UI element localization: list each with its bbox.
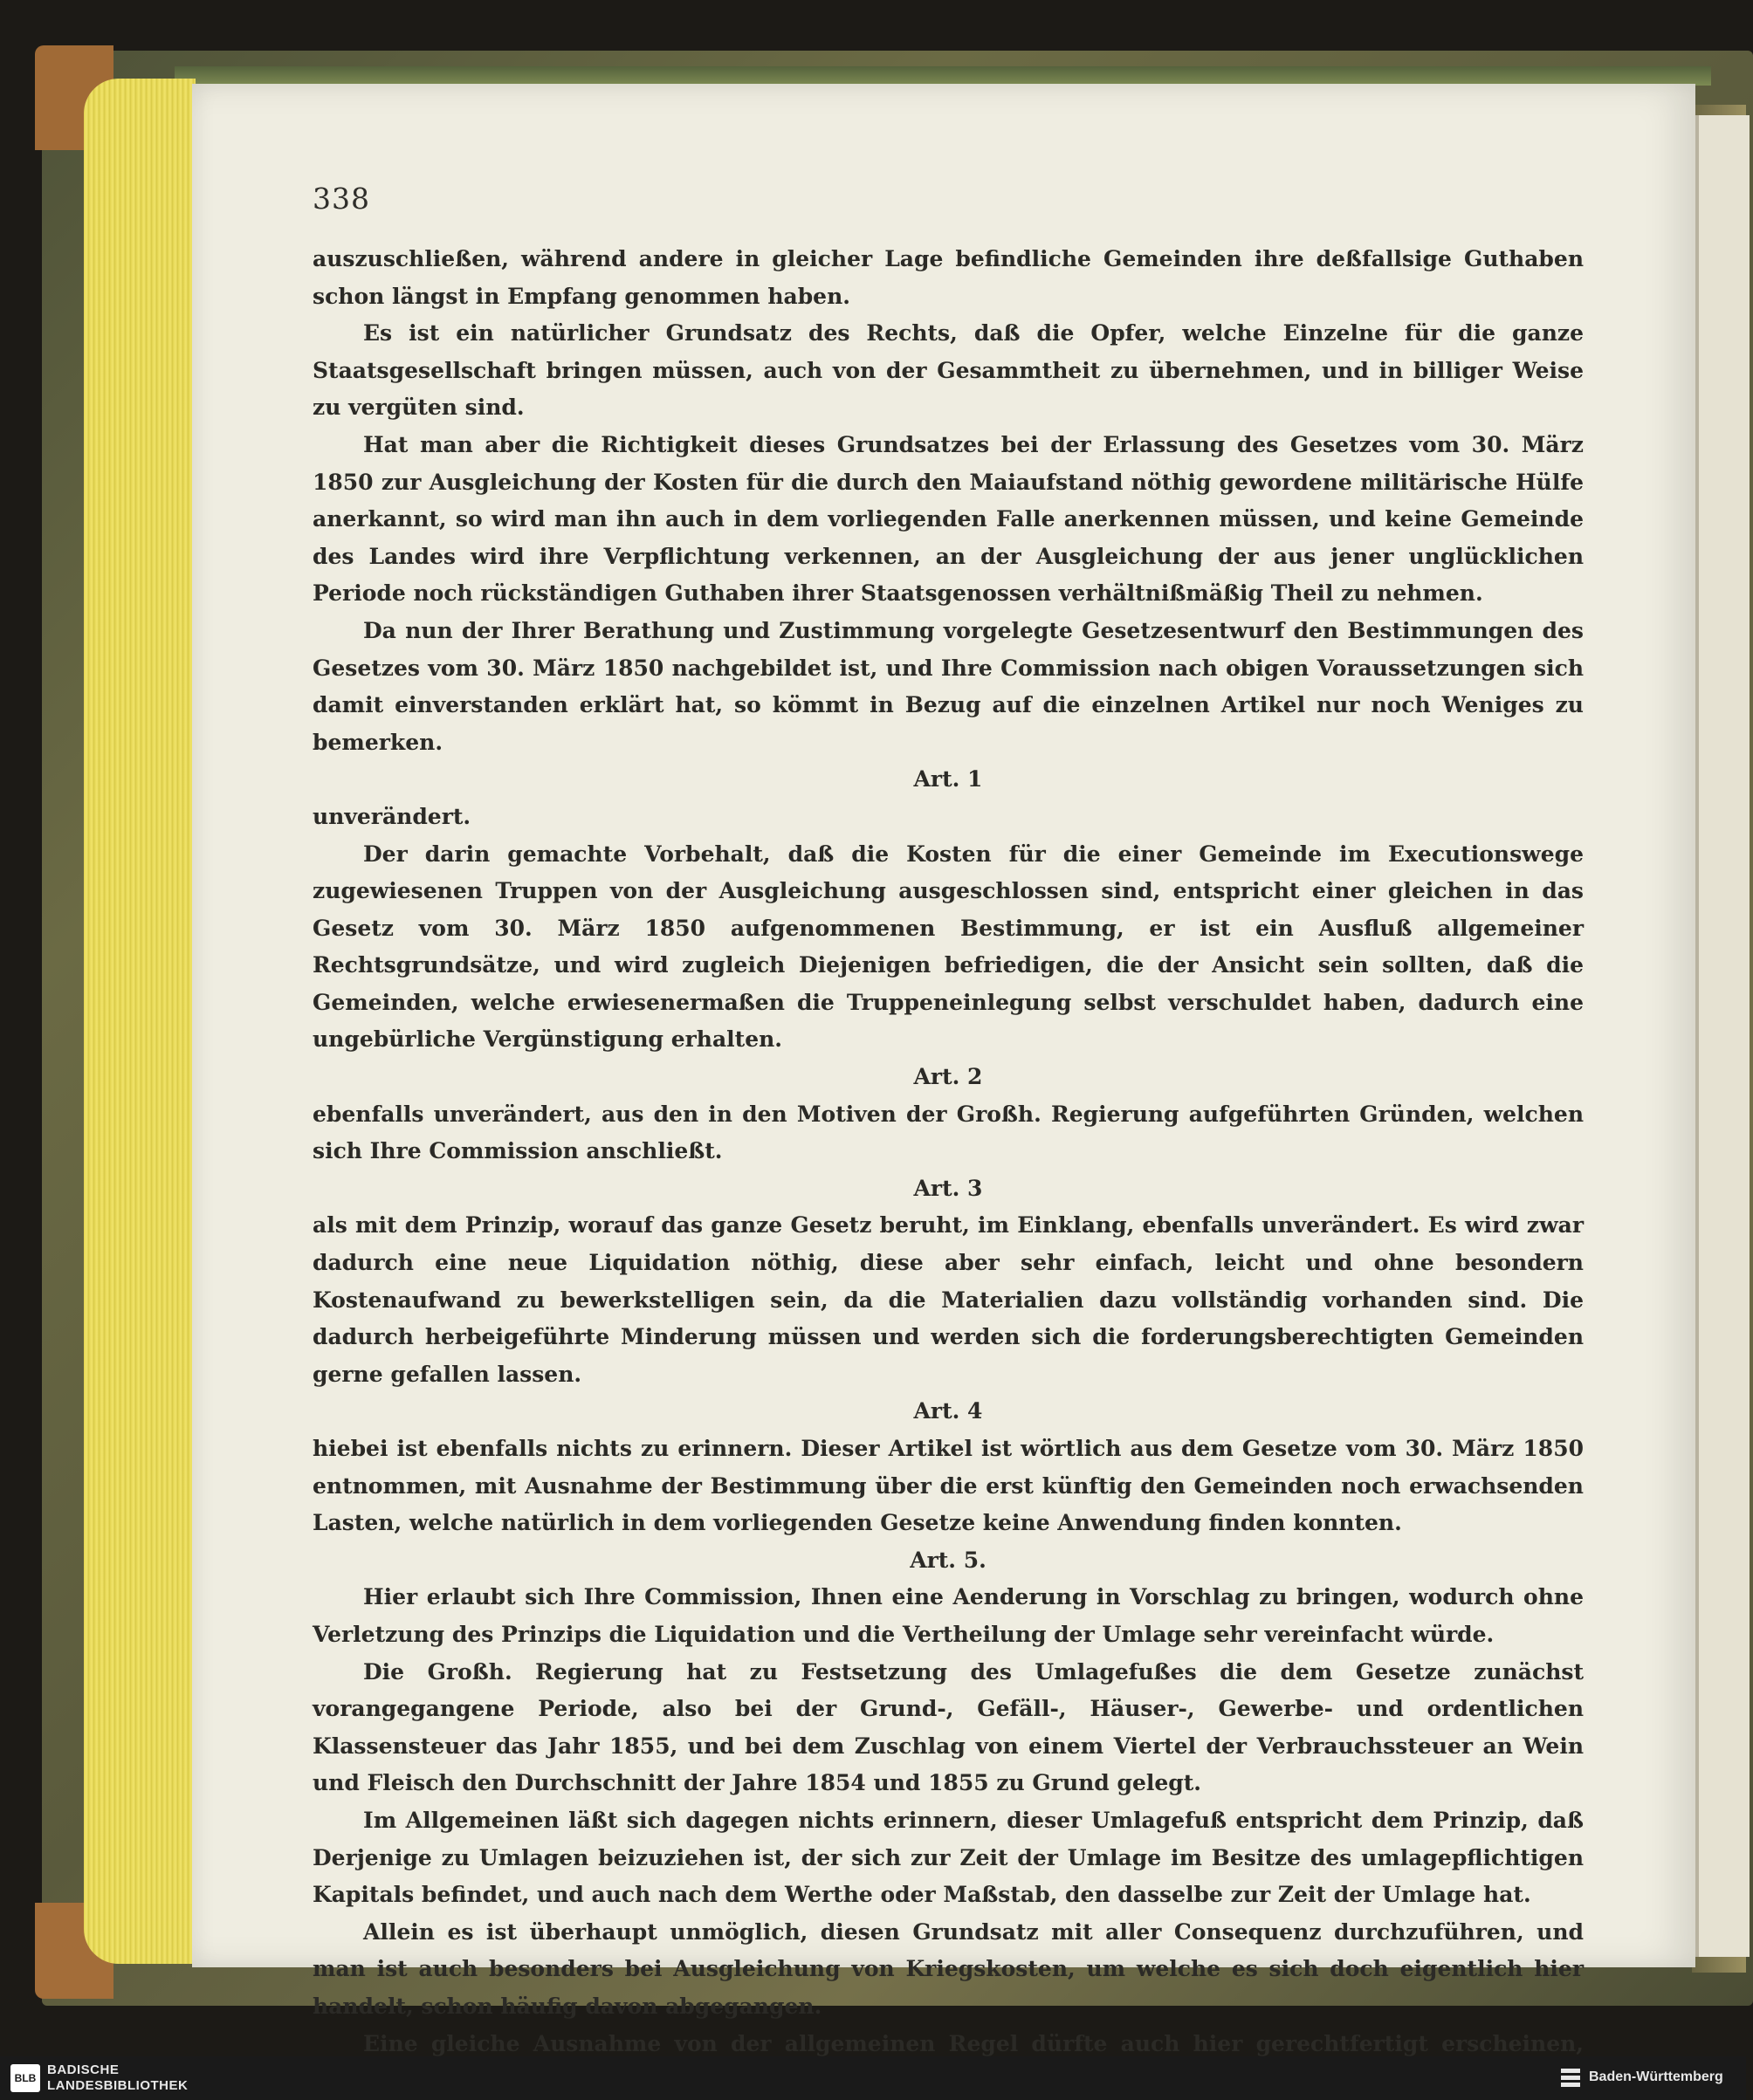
paragraph: Die Großh. Regierung hat zu Festsetzung des Umlagefußes die dem Gesetze zunächst vorangegangene Periode, also bei der Grund-, Gefäll-, Häuser-, Gewerbe- und ordentlichen Klassensteuer das Jahr 1855, und bei dem Zuschlag von einem Viertel der Verbrauchssteuer an Wein und Fleisch den Durchschnitt der Jahre 1854 und 1855 zu Grund gelegt. — [313, 1658, 1584, 1796]
paragraph: als mit dem Prinzip, worauf das ganze Gesetz beruht, im Einklang, ebenfalls unverändert. Es wird zwar dadurch eine neue Liquidation nöthig, diese aber sehr einfach, leicht und ohne besondern Kostenaufwand zu bewerkstelligen sein, da die Materialien dazu vollständig vorhanden sind. Die dadurch herbeigeführte Minderung müssen und werden sich die forderungsberechtigten Gemeinden gerne gefallen lassen. — [313, 1212, 1584, 1387]
article-heading: Art. 4 — [913, 1398, 983, 1424]
paragraph: Im Allgemeinen läßt sich dagegen nichts erinnern, dieser Umlagefuß entspricht dem Prinzip, daß Derjenige zu Umlagen beizuziehen ist, der sich zur Zeit der Umlage im Besitze des umlagepflichtigen Kapitals befindet, und auch nach dem Werthe oder Maßstab, den dasselbe zur Zeit der Umlage hat. — [313, 1807, 1584, 1908]
facing-page-edge — [1695, 115, 1750, 1957]
viewer-footer — [0, 2056, 1746, 2100]
paragraph: Allein es ist überhaupt unmöglich, diesen Grundsatz mit aller Consequenz durchzuführen, und man ist auch besonders bei Ausgleichung von Kriegskosten, um welche es sich doch eigentlich hier handelt, schon häufig davon abgegangen. — [313, 1918, 1584, 2019]
baden-wuerttemberg-lion-icon — [1559, 2066, 1582, 2090]
page-body-text — [313, 241, 1584, 2100]
paragraph: Hier erlaubt sich Ihre Commission, Ihnen eine Aenderung in Vorschlag zu bringen, wodurch ohne Verletzung des Prinzips die Liquidation und die Vertheilung der Umlage sehr vereinfacht würde. — [313, 1584, 1584, 1647]
paragraph: Es ist ein natürlicher Grundsatz des Rechts, daß die Opfer, welche Einzelne für die ganze Staatsgesellschaft bringen müssen, auch von der Gesammtheit zu übernehmen, und in billiger Weise zu vergüten sind. — [313, 320, 1584, 421]
paragraph: Hat man aber die Richtigkeit dieses Grundsatzes bei der Erlassung des Gesetzes vom 30. März 1850 zur Ausgleichung der Kosten für die durch den Maiaufstand nöthig gewordene militärische Hülfe anerkannt, so wird man ihn auch in dem vorliegenden Falle anerkennen müssen, und keine Gemeinde des Landes wird ihre Verpflichtung verkennen, an der Ausgleichung der aus jener unglücklichen Periode noch rückständigen Guthaben ihrer Staatsgenossen verhältnißmäßig Theil zu nehmen. — [313, 431, 1584, 607]
paragraph: Eine gleiche Ausnahme von der allgemeinen Regel dürfte auch hier gerechtfertigt erscheinen, — [363, 2030, 1584, 2056]
baden-wuerttemberg-name[interactable]: Baden-Württemberg — [1589, 2069, 1723, 2084]
page-number: 338 — [313, 182, 370, 216]
blb-name-line2: LANDESBIBLIOTHEK — [47, 2078, 189, 2093]
blb-logo[interactable]: BLB — [10, 2064, 40, 2092]
paragraph: auszuschließen, während andere in gleicher Lage befindliche Gemeinden ihre deßfallsige Guthaben schon längst in Empfang genommen haben. — [313, 246, 1584, 309]
blb-name-line1: BADISCHE — [47, 2062, 120, 2077]
article-heading: Art. 5. — [910, 1547, 986, 1573]
page-edge-gilt — [84, 79, 196, 1964]
paragraph: unverändert. — [313, 803, 471, 829]
paragraph: ebenfalls unverändert, aus den in den Motiven der Großh. Regierung aufgeführten Gründen, welchen sich Ihre Commission anschließt. — [313, 1101, 1584, 1164]
article-heading: Art. 3 — [913, 1175, 983, 1201]
paragraph: Der darin gemachte Vorbehalt, daß die Kosten für die einer Gemeinde im Executionswege zugewiesenen Truppen von der Ausgleichung ausgeschlossen sind, entspricht einer gleichen in das Gesetz vom 30. März 1850 aufgenommenen Bestimmung, er ist ein Ausfluß allgemeiner Rechtsgrundsätze, und wird zugleich Diejenigen befriedigen, die der Ansicht sein sollten, daß die Gemeinden, welche erwiesenermaßen die Truppeneinlegung selbst verschuldet haben, dadurch eine ungebürliche Vergünstigung erhalten. — [313, 841, 1584, 1053]
article-heading: Art. 2 — [913, 1064, 983, 1090]
blb-name[interactable] — [47, 2062, 188, 2094]
article-heading: Art. 1 — [913, 766, 983, 793]
paragraph: Da nun der Ihrer Berathung und Zustimmung vorgelegte Gesetzesentwurf den Bestimmungen des Gesetzes vom 30. März 1850 nachgebildet ist, und Ihre Commission nach obigen Voraussetzungen sich damit einverstanden erklärt hat, so kömmt in Bezug auf die einzelnen Artikel nur noch Weniges zu bemerken. — [313, 617, 1584, 755]
paragraph: hiebei ist ebenfalls nichts zu erinnern. Dieser Artikel ist wörtlich aus dem Gesetze vom 30. März 1850 entnommen, mit Ausnahme der Bestimmung über die erst künftig den Gemeinden noch erwachsenden Lasten, welche natürlich in dem vorliegenden Gesetze keine Anwendung finden konnten. — [313, 1436, 1584, 1536]
book-headband — [175, 66, 1711, 86]
